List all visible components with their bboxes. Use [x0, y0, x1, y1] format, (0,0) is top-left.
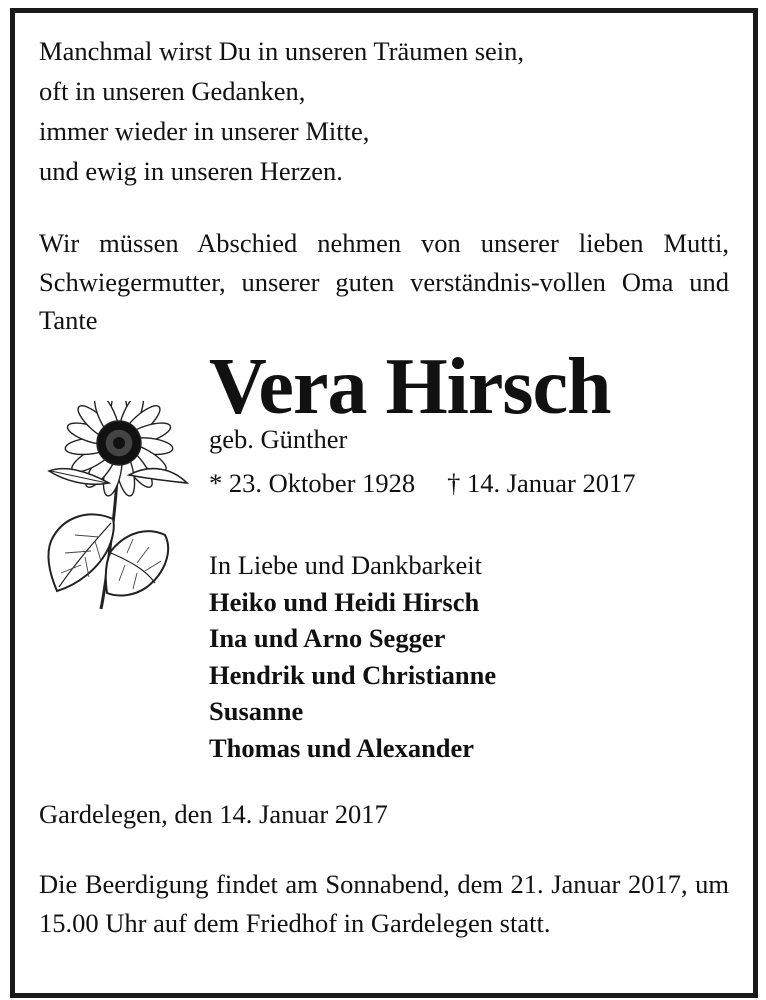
sunflower-icon: [37, 401, 197, 611]
funeral-notice: Die Beerdigung findet am Sonnabend, dem 21. Januar 2017, um 15.00 Uhr auf dem Friedhof in Gardelegen statt.: [39, 869, 729, 938]
life-dates: [209, 468, 636, 499]
obituary-frame: [10, 8, 758, 998]
deceased-name: Vera Hirsch: [209, 343, 611, 431]
verse: [39, 31, 729, 191]
family-signature: [209, 547, 496, 766]
verse-line: oft in unseren Gedanken,: [39, 76, 306, 106]
intro-text: Wir müssen Abschied nehmen von unserer lieben Mutti, Schwiegermutter, unserer guten verständnis-vollen Oma und Tante: [39, 228, 729, 335]
family-member: Thomas und Alexander: [209, 732, 475, 763]
birth-name: geb. Günther: [209, 424, 348, 454]
verse-line: Manchmal wirst Du in unseren Träumen sein,: [39, 36, 525, 66]
obituary-content: [39, 31, 729, 938]
verse-line: und ewig in unseren Herzen.: [39, 156, 343, 186]
family-member: Hendrik und Christianne: [209, 659, 497, 690]
verse-line: immer wieder in unserer Mitte,: [39, 116, 370, 146]
family-member: Ina und Arno Segger: [209, 623, 446, 653]
place-date: Gardelegen, den 14. Januar 2017: [39, 799, 388, 829]
birth-date: * 23. Oktober 1928: [209, 468, 416, 498]
family-member: Heiko und Heidi Hirsch: [209, 586, 480, 617]
family-lead: In Liebe und Dankbarkeit: [209, 550, 482, 580]
death-date: † 14. Januar 2017: [447, 468, 636, 498]
family-member: Susanne: [209, 696, 304, 726]
